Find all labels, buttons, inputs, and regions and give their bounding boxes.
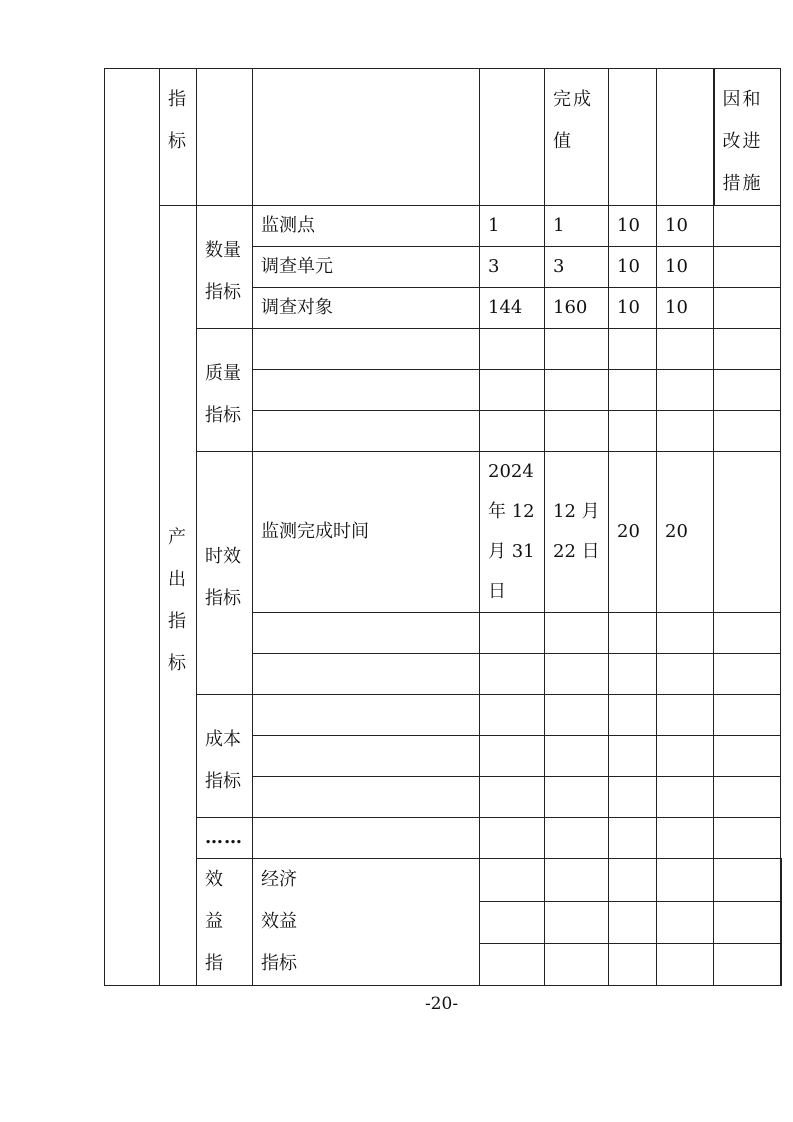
timeliness-row-reason xyxy=(714,613,781,654)
cost-row-actual xyxy=(545,736,609,777)
quality-row-name xyxy=(253,370,480,411)
quality-row-reason xyxy=(714,329,781,370)
page-number: -20- xyxy=(424,994,459,1014)
quantity-row-name: 监测点 xyxy=(253,206,480,247)
quantity-row-name: 调查对象 xyxy=(253,288,480,329)
header-empty-3 xyxy=(480,69,545,206)
economic-row-name xyxy=(480,901,545,944)
cost-row-target xyxy=(480,695,545,736)
quality-row-actual xyxy=(545,370,609,411)
economic-row-name xyxy=(480,944,545,986)
header-reason-measures: 因和 改进 措施 xyxy=(714,69,781,206)
output-indicator-label: 产 出 指 标 xyxy=(160,206,197,986)
benefit-indicator-label: 效 益 指 xyxy=(197,859,253,986)
economic-row-score xyxy=(714,901,781,944)
quantity-row-weight: 10 xyxy=(609,288,657,329)
left-category-column xyxy=(105,69,160,986)
quantity-row-reason xyxy=(714,206,781,247)
quantity-indicator-label: 数量 指标 xyxy=(197,206,253,329)
timeliness-row-name xyxy=(253,654,480,695)
timeliness-row-name xyxy=(253,613,480,654)
cost-row-target xyxy=(480,736,545,777)
cost-row-weight xyxy=(609,695,657,736)
timeliness-row-actual xyxy=(545,654,609,695)
quantity-row-actual: 1 xyxy=(545,206,609,247)
economic-row-target xyxy=(545,859,609,902)
quantity-row-name: 调查单元 xyxy=(253,247,480,288)
cost-row-weight xyxy=(609,777,657,818)
quantity-row-target: 3 xyxy=(480,247,545,288)
cost-indicator-label: 成本 指标 xyxy=(197,695,253,818)
header-empty-2 xyxy=(253,69,480,206)
quantity-row-actual: 3 xyxy=(545,247,609,288)
ellipsis-row-actual xyxy=(545,818,609,859)
cost-row-target xyxy=(480,777,545,818)
header-empty-4 xyxy=(609,69,657,206)
cost-row-reason xyxy=(714,777,781,818)
quality-row-reason xyxy=(714,370,781,411)
timeliness-row-score: 20 xyxy=(657,452,714,613)
quality-row-weight xyxy=(609,370,657,411)
cost-row-score xyxy=(657,736,714,777)
ellipsis-indicator: …… xyxy=(197,818,253,859)
quality-row-target xyxy=(480,329,545,370)
cost-row-actual xyxy=(545,695,609,736)
ellipsis-row-reason xyxy=(714,818,781,859)
ellipsis-row-target xyxy=(480,818,545,859)
quantity-row-target: 144 xyxy=(480,288,545,329)
timeliness-row-score xyxy=(657,613,714,654)
timeliness-row-actual: 12 月 22 日 xyxy=(545,452,609,613)
timeliness-row-actual xyxy=(545,613,609,654)
cost-row-actual xyxy=(545,777,609,818)
economic-row-weight xyxy=(657,901,714,944)
quality-indicator-label: 质量 指标 xyxy=(197,329,253,452)
quantity-row-score: 10 xyxy=(657,288,714,329)
quantity-row-weight: 10 xyxy=(609,247,657,288)
cost-row-weight xyxy=(609,736,657,777)
performance-evaluation-table xyxy=(104,68,782,986)
quantity-row-reason xyxy=(714,247,781,288)
economic-row-actual xyxy=(609,944,657,986)
quality-row-name xyxy=(253,329,480,370)
quality-row-weight xyxy=(609,411,657,452)
timeliness-indicator-label: 时效 指标 xyxy=(197,452,253,695)
timeliness-row-weight xyxy=(609,654,657,695)
economic-row-weight xyxy=(657,944,714,986)
quality-row-name xyxy=(253,411,480,452)
quantity-row-score: 10 xyxy=(657,206,714,247)
timeliness-row-name: 监测完成时间 xyxy=(253,452,480,613)
cost-row-score xyxy=(657,695,714,736)
quality-row-score xyxy=(657,370,714,411)
economic-benefit-label: 经济 效益 指标 xyxy=(253,859,480,986)
timeliness-row-target: 2024 年 12 月 31 日 xyxy=(480,452,545,613)
quality-row-target xyxy=(480,370,545,411)
economic-row-actual xyxy=(609,859,657,902)
quality-row-weight xyxy=(609,329,657,370)
cost-row-name xyxy=(253,777,480,818)
quantity-row-score: 10 xyxy=(657,247,714,288)
economic-row-reason xyxy=(781,944,782,986)
economic-row-reason xyxy=(781,859,782,902)
timeliness-row-target xyxy=(480,654,545,695)
header-empty-1 xyxy=(197,69,253,206)
cost-row-score xyxy=(657,777,714,818)
quality-row-reason xyxy=(714,411,781,452)
timeliness-row-weight xyxy=(609,613,657,654)
quantity-row-target: 1 xyxy=(480,206,545,247)
economic-row-name xyxy=(480,859,545,902)
cost-row-reason xyxy=(714,736,781,777)
timeliness-row-weight: 20 xyxy=(609,452,657,613)
quality-row-score xyxy=(657,411,714,452)
economic-row-actual xyxy=(609,901,657,944)
header-empty-5 xyxy=(657,69,714,206)
header-indicator: 指 标 xyxy=(160,69,197,206)
economic-row-target xyxy=(545,901,609,944)
timeliness-row-reason xyxy=(714,452,781,613)
quality-row-actual xyxy=(545,411,609,452)
cost-row-reason xyxy=(714,695,781,736)
header-completion-value: 完成 值 xyxy=(545,69,609,206)
timeliness-row-score xyxy=(657,654,714,695)
economic-row-score xyxy=(714,859,781,902)
quantity-row-actual: 160 xyxy=(545,288,609,329)
economic-row-weight xyxy=(657,859,714,902)
quality-row-score xyxy=(657,329,714,370)
quality-row-actual xyxy=(545,329,609,370)
cost-row-name xyxy=(253,736,480,777)
cost-row-name xyxy=(253,695,480,736)
ellipsis-row-weight xyxy=(609,818,657,859)
economic-row-reason xyxy=(781,901,782,944)
quantity-row-weight: 10 xyxy=(609,206,657,247)
timeliness-row-reason xyxy=(714,654,781,695)
timeliness-row-target xyxy=(480,613,545,654)
economic-row-score xyxy=(714,944,781,986)
quantity-row-reason xyxy=(714,288,781,329)
economic-row-target xyxy=(545,944,609,986)
quality-row-target xyxy=(480,411,545,452)
ellipsis-row-name xyxy=(253,818,480,859)
ellipsis-row-score xyxy=(657,818,714,859)
